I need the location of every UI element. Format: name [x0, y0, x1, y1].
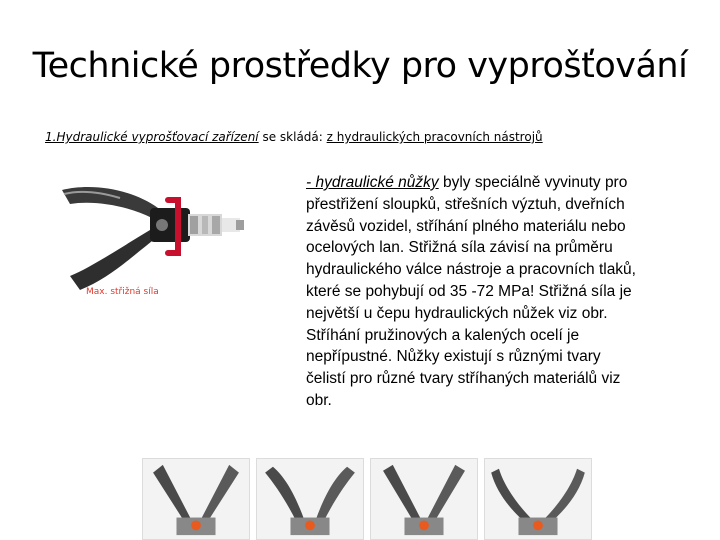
image-caption: Max. střižná síla [86, 287, 159, 297]
subtitle-tools: z hydraulických pracovních nástrojů [326, 130, 543, 144]
jaw-shape-image [142, 458, 250, 540]
description-body: byly speciálně vyvinuty pro přestřižení sloupků, střešních výztuh, dveřních závěsů vozidel, stříhání plného materiálu nebo ocelových lan. Střižná síla závisí na průměru hydraulického válce nástroje a pracovních tlaků, které se pohybují od 35 -72 MPa! Střižná síla je největší u čepu hydraulických nůžek viz obr. Stříhání pružinových a kalených ocelí je nepřípustné. Nůžky existují s různými tvary čelistí pro různé tvary stříhaných materiálů viz obr. [306, 174, 636, 409]
jaw-shapes-gallery [0, 458, 720, 540]
hydraulic-cutter-image [50, 178, 250, 298]
subtitle-connector: se skládá: [258, 130, 327, 144]
subtitle [45, 130, 543, 144]
jaw-shape-image [256, 458, 364, 540]
jaw-shape-image [484, 458, 592, 540]
subtitle-device: 1.Hydraulické vyprošťovací zařízení [45, 130, 259, 144]
jaw-shape-image [370, 458, 478, 540]
slide-title: Technické prostředky pro vyprošťování [32, 46, 688, 86]
description [306, 172, 636, 412]
description-lead: - hydraulické nůžky [306, 174, 439, 191]
